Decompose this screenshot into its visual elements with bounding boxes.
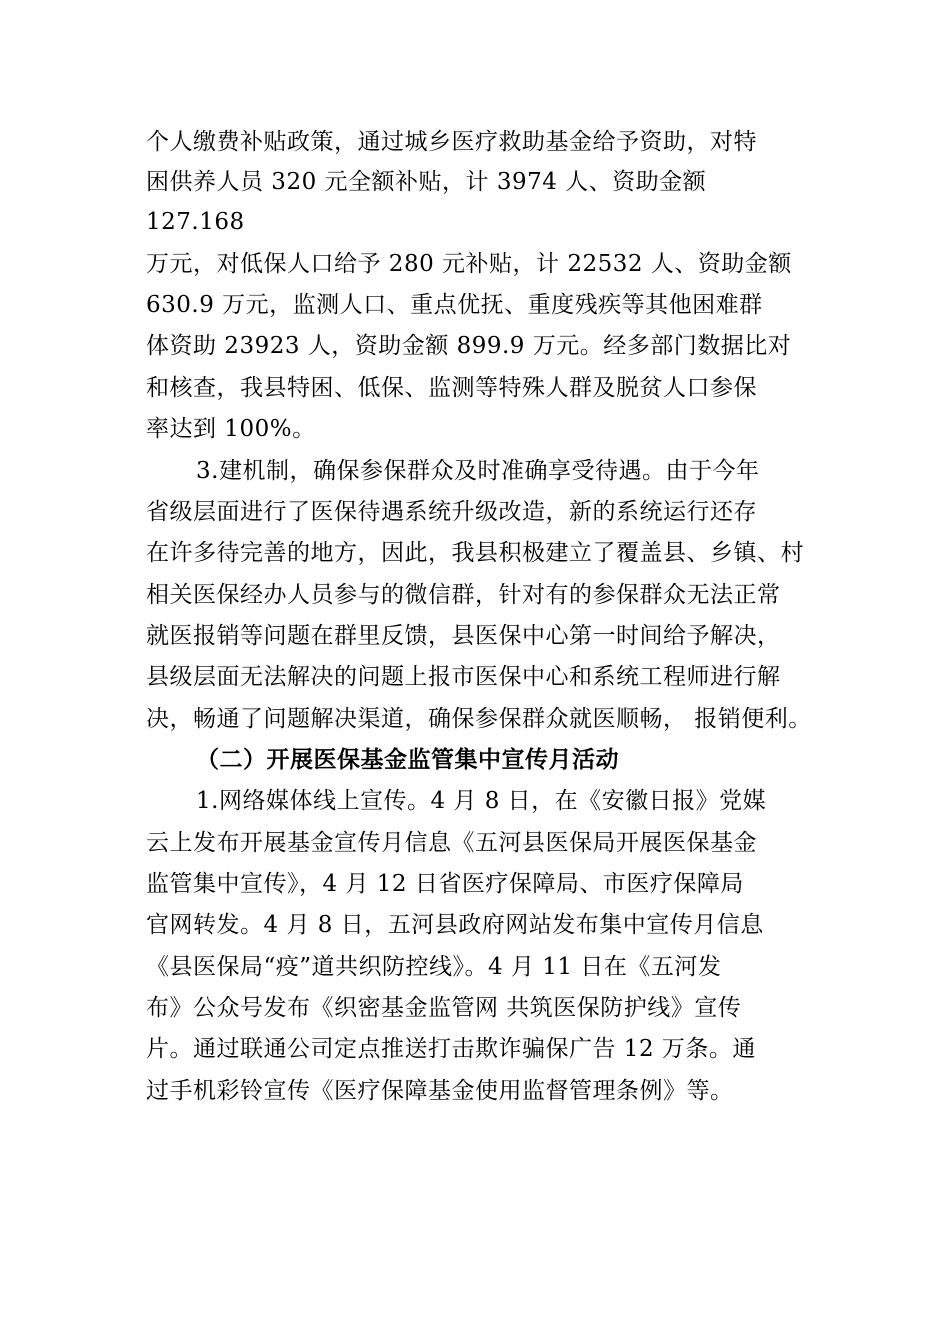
paragraph-line: 相关医保经办人员参与的微信群，针对有的参保群众无法正常 bbox=[146, 582, 781, 608]
paragraph-line: 云上发布开展基金宣传月信息《五河县医保局开展医保基金 bbox=[146, 830, 757, 856]
paragraph-line: 率达到 100%。 bbox=[146, 416, 316, 442]
paragraph-line: 127.168 bbox=[146, 209, 245, 235]
paragraph-line: 体资助 23923 人，资助金额 899.9 万元。经多部门数据比对 bbox=[146, 333, 792, 359]
paragraph-line: 个人缴费补贴政策，通过城乡医疗救助基金给予资助，对特 bbox=[146, 129, 757, 155]
paragraph-line: 困供养人员 320 元全额补贴，计 3974 人、资助金额 bbox=[146, 169, 707, 195]
paragraph-line: 决，畅通了问题解决渠道，确保参保群众就医顺畅， 报销便利。 bbox=[146, 706, 812, 732]
paragraph-line: 3.建机制，确保参保群众及时准确享受待遇。由于今年 bbox=[196, 458, 760, 484]
paragraph-line: 监管集中宣传》，4 月 12 日省医疗保障局、市医疗保障局 bbox=[146, 871, 744, 897]
paragraph-line: 布》公众号发布《织密基金监管网 共筑医保防护线》宣传 bbox=[146, 995, 742, 1021]
paragraph-line: 万元，对低保人口给予 280 元补贴，计 22532 人、资助金额 bbox=[146, 251, 792, 277]
paragraph-line: 在许多待完善的地方，因此，我县积极建立了覆盖县、乡镇、村 bbox=[146, 540, 804, 566]
paragraph-line: 省级层面进行了医保待遇系统升级改造，新的系统运行还存 bbox=[146, 499, 757, 525]
paragraph-line: 1.网络媒体线上宣传。4 月 8 日，在《安徽日报》党媒 bbox=[196, 788, 767, 814]
paragraph-line: 过手机彩铃宣传《医疗保障基金使用监督管理条例》等。 bbox=[146, 1078, 734, 1104]
section-heading: （二）开展医保基金监管集中宣传月活动 bbox=[196, 746, 619, 773]
paragraph-line: 就医报销等问题在群里反馈，县医保中心第一时间给予解决， bbox=[146, 623, 781, 649]
paragraph-line: 和核查，我县特困、低保、监测等特殊人群及脱贫人口参保 bbox=[146, 375, 757, 401]
paragraph-line: 官网转发。4 月 8 日，五河县政府网站发布集中宣传月信息 bbox=[146, 912, 764, 938]
paragraph-line: 《县医保局“疫”道共织防控线》。4 月 11 日在《五河发 bbox=[146, 954, 722, 980]
paragraph-line: 630.9 万元，监测人口、重点优抚、重度残疾等其他困难群 bbox=[146, 292, 763, 318]
paragraph-line: 县级层面无法解决的问题上报市医保中心和系统工程师进行解 bbox=[146, 664, 781, 690]
paragraph-line: 片。通过联通公司定点推送打击欺诈骗保广告 12 万条。通 bbox=[146, 1036, 756, 1062]
